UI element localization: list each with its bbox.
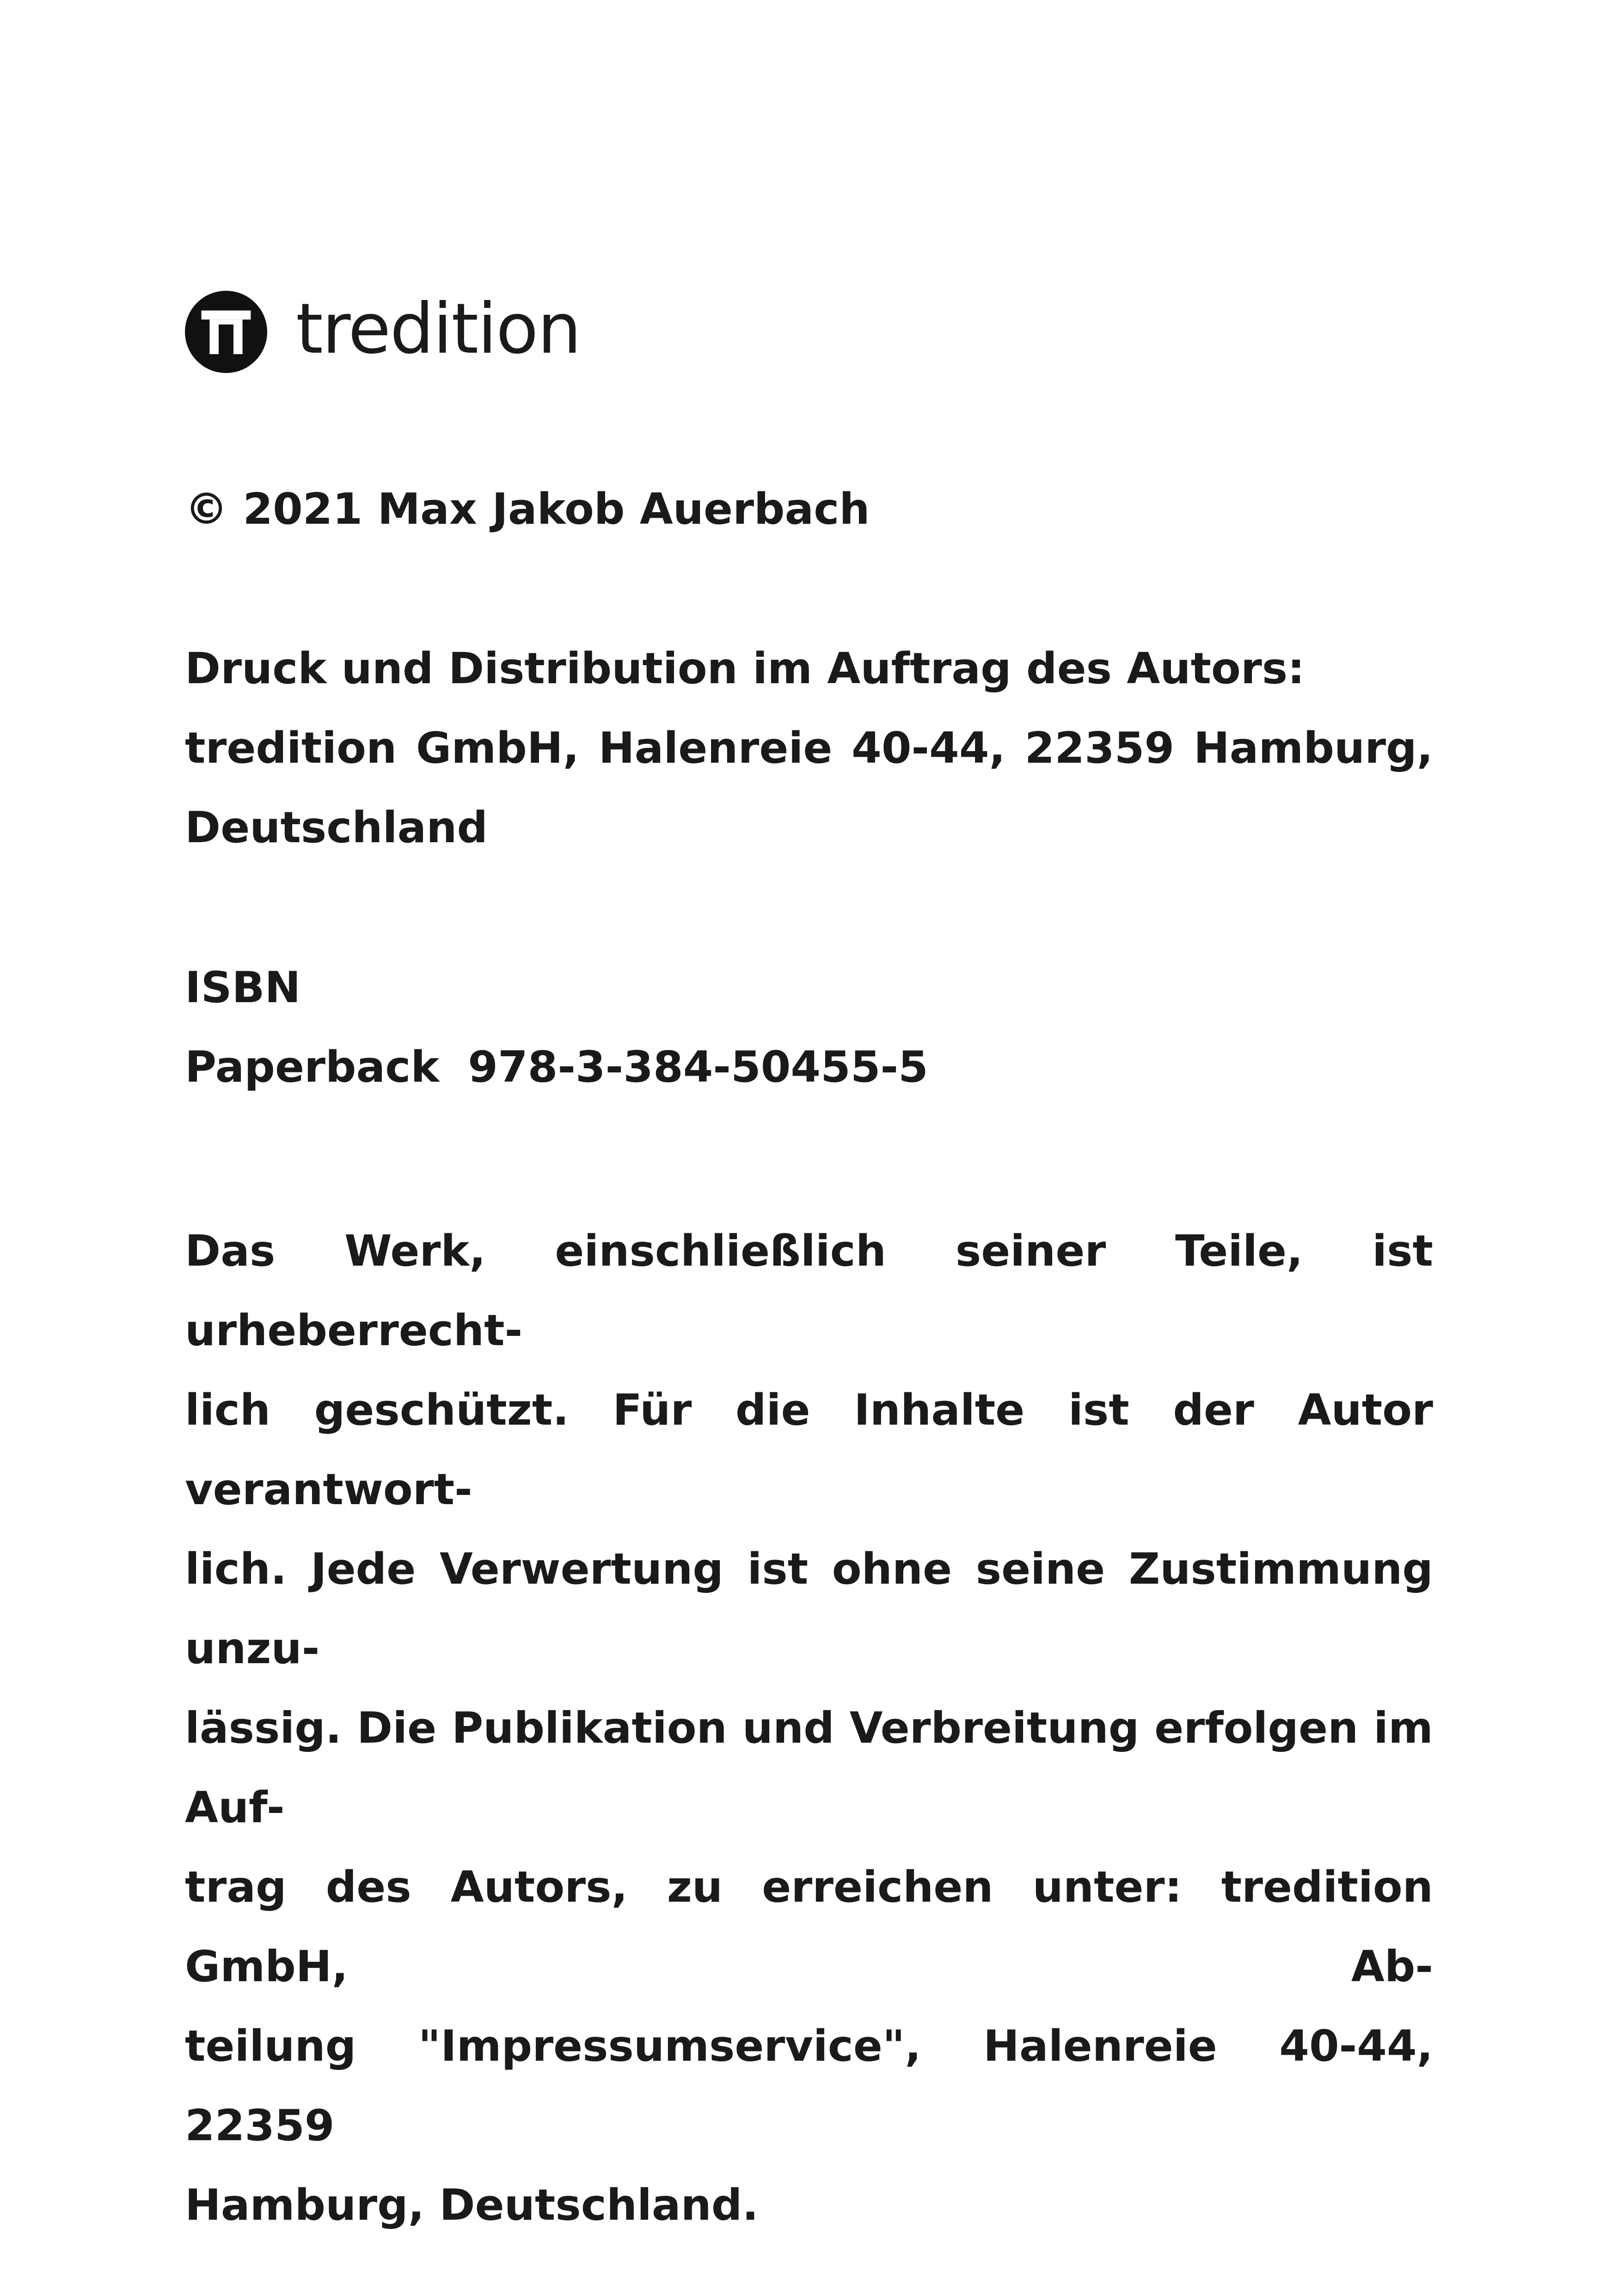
printing-line: Druck und Distribution im Auftrag des Autors: <box>185 643 1305 693</box>
legal-line: teilung "Impressumservice", Halenreie 40-44, 22359 <box>185 2021 1433 2150</box>
isbn-info <box>185 948 1433 1107</box>
isbn-label: ISBN <box>185 962 301 1012</box>
tredition-logo-icon <box>185 291 267 373</box>
isbn-number: 978-3-384-50455-5 <box>468 1042 928 1092</box>
legal-line: Hamburg, Deutschland. <box>185 2180 759 2230</box>
legal-line: trag des Autors, zu erreichen unter: tredition GmbH, Ab- <box>185 1862 1433 1991</box>
printing-line: Deutschland <box>185 802 488 852</box>
copyright-line: © 2021 Max Jakob Auerbach <box>185 484 870 534</box>
legal-line: Das Werk, einschließlich seiner Teile, ist urheberrecht- <box>185 1226 1433 1355</box>
legal-line: lich geschützt. Für die Inhalte ist der Autor verantwort- <box>185 1385 1433 1514</box>
isbn-format: Paperback <box>185 1042 440 1092</box>
isbn-row <box>185 1027 1433 1107</box>
legal-line: lässig. Die Publikation und Verbreitung erfolgen im Auf- <box>185 1703 1433 1832</box>
legal-notice <box>185 1211 1433 2245</box>
publisher-logo <box>185 290 581 373</box>
publisher-name: tredition <box>296 289 581 369</box>
legal-line: lich. Jede Verwertung ist ohne seine Zustimmung unzu- <box>185 1544 1433 1673</box>
copyright-notice <box>185 469 1433 549</box>
printing-info <box>185 629 1433 867</box>
printing-line: tredition GmbH, Halenreie 40-44, 22359 Hamburg, <box>185 723 1433 773</box>
